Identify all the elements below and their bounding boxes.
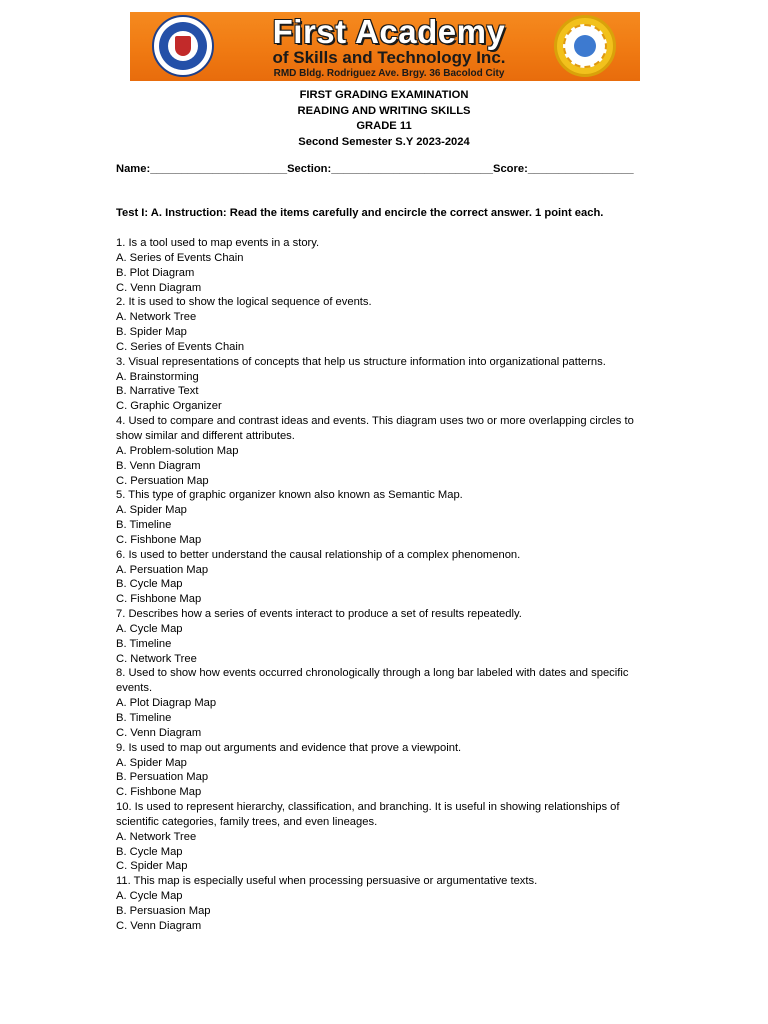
answer-option[interactable]: C. Series of Events Chain	[116, 340, 245, 353]
question-item	[116, 800, 656, 874]
question-item	[116, 414, 656, 488]
answer-option[interactable]: B. Timeline	[116, 637, 172, 650]
answer-option[interactable]: A. Network Tree	[116, 311, 197, 324]
answer-option[interactable]: C. Venn Diagram	[116, 281, 202, 294]
answer-option[interactable]: A. Network Tree	[116, 830, 197, 843]
answer-option[interactable]: B. Timeline	[116, 712, 172, 724]
answer-option[interactable]: C. Network Tree	[116, 652, 197, 665]
school-name: First Academy	[272, 13, 506, 50]
answer-option[interactable]: B. Narrative Text	[116, 385, 199, 398]
answer-option[interactable]: A. Plot Diagrap Map	[116, 697, 217, 710]
answer-option[interactable]: C. Fishbone Map	[116, 593, 202, 606]
exam-title: FIRST GRADING EXAMINATION	[299, 89, 469, 101]
answer-option[interactable]: C. Persuation Map	[116, 474, 209, 487]
question-text: 7. Describes how a series of events interact to produce a set of results repeatedly.	[116, 608, 522, 621]
answer-option[interactable]: B. Timeline	[116, 519, 172, 532]
question-text: 8. Used to show how events occurred chronologically through a long bar labeled with dates and specific events.	[116, 667, 629, 695]
answer-option[interactable]: A. Cycle Map	[116, 622, 183, 635]
section-field[interactable]: Section:__________________________	[287, 163, 493, 175]
question-text: 10. Is used to represent hierarchy, classification, and branching. It is useful in showing relationships of scientific categories, family trees, and even lineages.	[116, 801, 620, 828]
test-instruction: Test I: A. Instruction: Read the items carefully and encircle the correct answer. 1 point each.	[116, 207, 604, 219]
answer-option[interactable]: A. Brainstorming	[116, 370, 199, 383]
school-branding	[230, 14, 548, 80]
question-item	[116, 741, 656, 800]
semester-line: Second Semester S.Y 2023-2024	[298, 135, 470, 148]
subject-title: READING AND WRITING SKILLS	[297, 104, 471, 117]
answer-option[interactable]: C. Fishbone Map	[116, 533, 202, 546]
student-info-line	[116, 162, 656, 177]
question-text: 6. Is used to better understand the causal relationship of a complex phenomenon.	[116, 548, 521, 561]
grade-level: GRADE 11	[356, 120, 412, 132]
answer-option[interactable]: A. Series of Events Chain	[116, 251, 244, 264]
school-seal-icon	[554, 15, 616, 77]
answer-option[interactable]: A. Problem-solution Map	[116, 444, 239, 457]
answer-option[interactable]: C. Venn Diagram	[116, 726, 202, 739]
answer-option[interactable]: B. Spider Map	[116, 326, 187, 339]
answer-option[interactable]: A. Spider Map	[116, 756, 187, 769]
question-list	[116, 236, 656, 934]
name-field[interactable]: Name:______________________	[116, 163, 288, 175]
answer-option[interactable]: B. Plot Diagram	[116, 266, 195, 279]
school-address: RMD Bldg. Rodriguez Ave. Brgy. 36 Bacolod City	[273, 68, 505, 79]
answer-option[interactable]: B. Persuation Map	[116, 771, 209, 784]
question-item	[116, 488, 656, 547]
answer-option[interactable]: C. Venn Diagram	[116, 919, 202, 932]
question-item	[116, 295, 656, 354]
question-text: 4. Used to compare and contrast ideas and events. This diagram uses two or more overlapping circles to show similar and different attributes.	[116, 415, 634, 442]
answer-option[interactable]: B. Persuasion Map	[116, 904, 211, 917]
exam-header	[0, 88, 768, 150]
question-item	[116, 607, 656, 666]
answer-option[interactable]: B. Venn Diagram	[116, 459, 201, 472]
score-field[interactable]: Score:_________________	[493, 163, 634, 175]
answer-option[interactable]: C. Fishbone Map	[116, 786, 202, 799]
question-text: 11. This map is especially useful when processing persuasive or argumentative texts.	[116, 875, 538, 888]
question-text: 9. Is used to map out arguments and evidence that prove a viewpoint.	[116, 741, 462, 754]
question-item	[116, 236, 656, 295]
answer-option[interactable]: C. Spider Map	[116, 860, 188, 873]
answer-option[interactable]: B. Cycle Map	[116, 578, 183, 591]
question-text: 1. Is a tool used to map events in a story.	[116, 237, 320, 249]
answer-option[interactable]: C. Graphic Organizer	[116, 400, 222, 413]
answer-option[interactable]: A. Persuation Map	[116, 563, 209, 576]
answer-option[interactable]: A. Spider Map	[116, 504, 187, 517]
deped-seal-icon	[152, 15, 214, 77]
answer-option[interactable]: B. Cycle Map	[116, 845, 183, 858]
school-subtitle: of Skills and Technology Inc.	[272, 48, 506, 67]
question-item	[116, 874, 656, 933]
question-item	[116, 548, 656, 607]
question-text: 2. It is used to show the logical sequence of events.	[116, 296, 372, 309]
question-item	[116, 666, 656, 740]
question-text: 5. This type of graphic organizer known also known as Semantic Map.	[116, 489, 463, 502]
answer-option[interactable]: A. Cycle Map	[116, 890, 183, 903]
question-text: 3. Visual representations of concepts that help us structure information into organizational patterns.	[116, 355, 606, 368]
school-banner	[130, 12, 640, 81]
question-item	[116, 355, 656, 414]
